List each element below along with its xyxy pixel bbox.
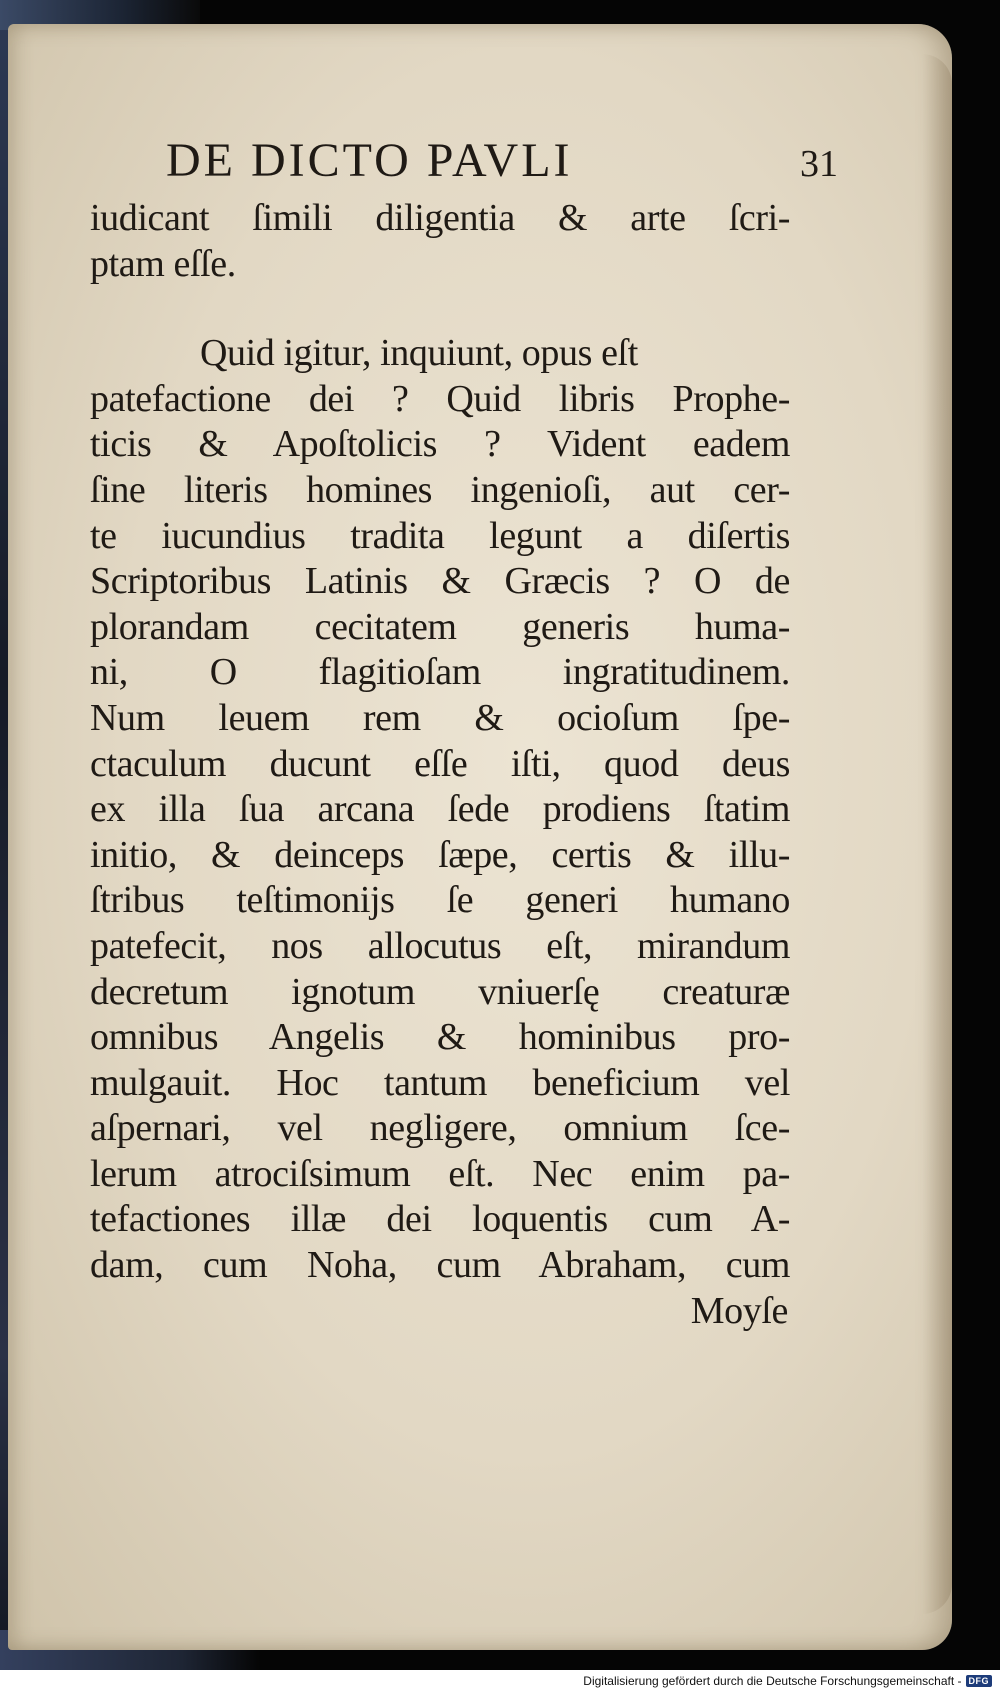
text-line: Scriptoribus Latinis & Græcis ? O de	[90, 560, 790, 603]
text-line: Num leuem rem & ocioſum ſpe-	[90, 696, 790, 739]
text-line: ctaculum ducunt eſſe iſti, quod deus	[90, 742, 790, 785]
text-line: patefecit, nos allocutus eſt, mirandum	[90, 924, 790, 967]
text-line: Quid igitur, inquiunt, opus eſt	[200, 332, 638, 375]
paragraph-1	[90, 196, 790, 287]
digitization-credit-bar	[0, 1670, 1000, 1692]
text-line: mulgauit. Hoc tantum beneficium vel	[90, 1061, 790, 1104]
text-line: ſine literis homines ingenioſi, aut cer-	[90, 468, 790, 511]
dfg-logo: DFG	[966, 1675, 993, 1687]
text-line: omnibus Angelis & hominibus pro-	[90, 1016, 790, 1059]
text-line: lerum atrociſsimum eſt. Nec enim pa-	[90, 1152, 790, 1195]
paragraph-gap	[90, 287, 790, 331]
digitization-credit-text: Digitalisierung gefördert durch die Deutsche Forschungsgemeinschaft -	[583, 1674, 962, 1688]
text-line: ſtribus teſtimonijs ſe generi humano	[90, 879, 790, 922]
catchword: Moyſe	[690, 1289, 788, 1332]
text-line: initio, & deinceps ſæpe, certis & illu-	[90, 833, 790, 876]
text-line: decretum ignotum vniuerſę creaturæ	[90, 970, 790, 1013]
text-line: ni, O flagitioſam ingratitudinem.	[90, 651, 790, 694]
text-line: ex illa ſua arcana ſede prodiens ſtatim	[90, 788, 790, 831]
text-line: dam, cum Noha, cum Abraham, cum	[90, 1244, 790, 1287]
page-number: 31	[800, 143, 838, 185]
page-text-block	[90, 129, 838, 1334]
text-line: plorandam cecitatem generis huma-	[90, 605, 790, 648]
text-line: patefactione dei ? Quid libris Prophe-	[90, 377, 790, 420]
text-line: aſpernari, vel negligere, omnium ſce-	[90, 1107, 790, 1150]
text-line: tefactiones illæ dei loquentis cum A-	[90, 1198, 790, 1241]
running-head-title: DE DICTO PAVLI	[166, 134, 573, 187]
running-head	[166, 129, 838, 196]
text-line: ptam eſſe.	[90, 242, 236, 285]
text-line: ticis & Apoſtolicis ? Vident eadem	[90, 423, 790, 466]
text-line: te iucundius tradita legunt a diſertis	[90, 514, 790, 557]
paragraph-2	[90, 331, 790, 1288]
book-page	[8, 24, 952, 1650]
text-line: iudicant ſimili diligentia & arte ſcri-	[90, 197, 790, 239]
